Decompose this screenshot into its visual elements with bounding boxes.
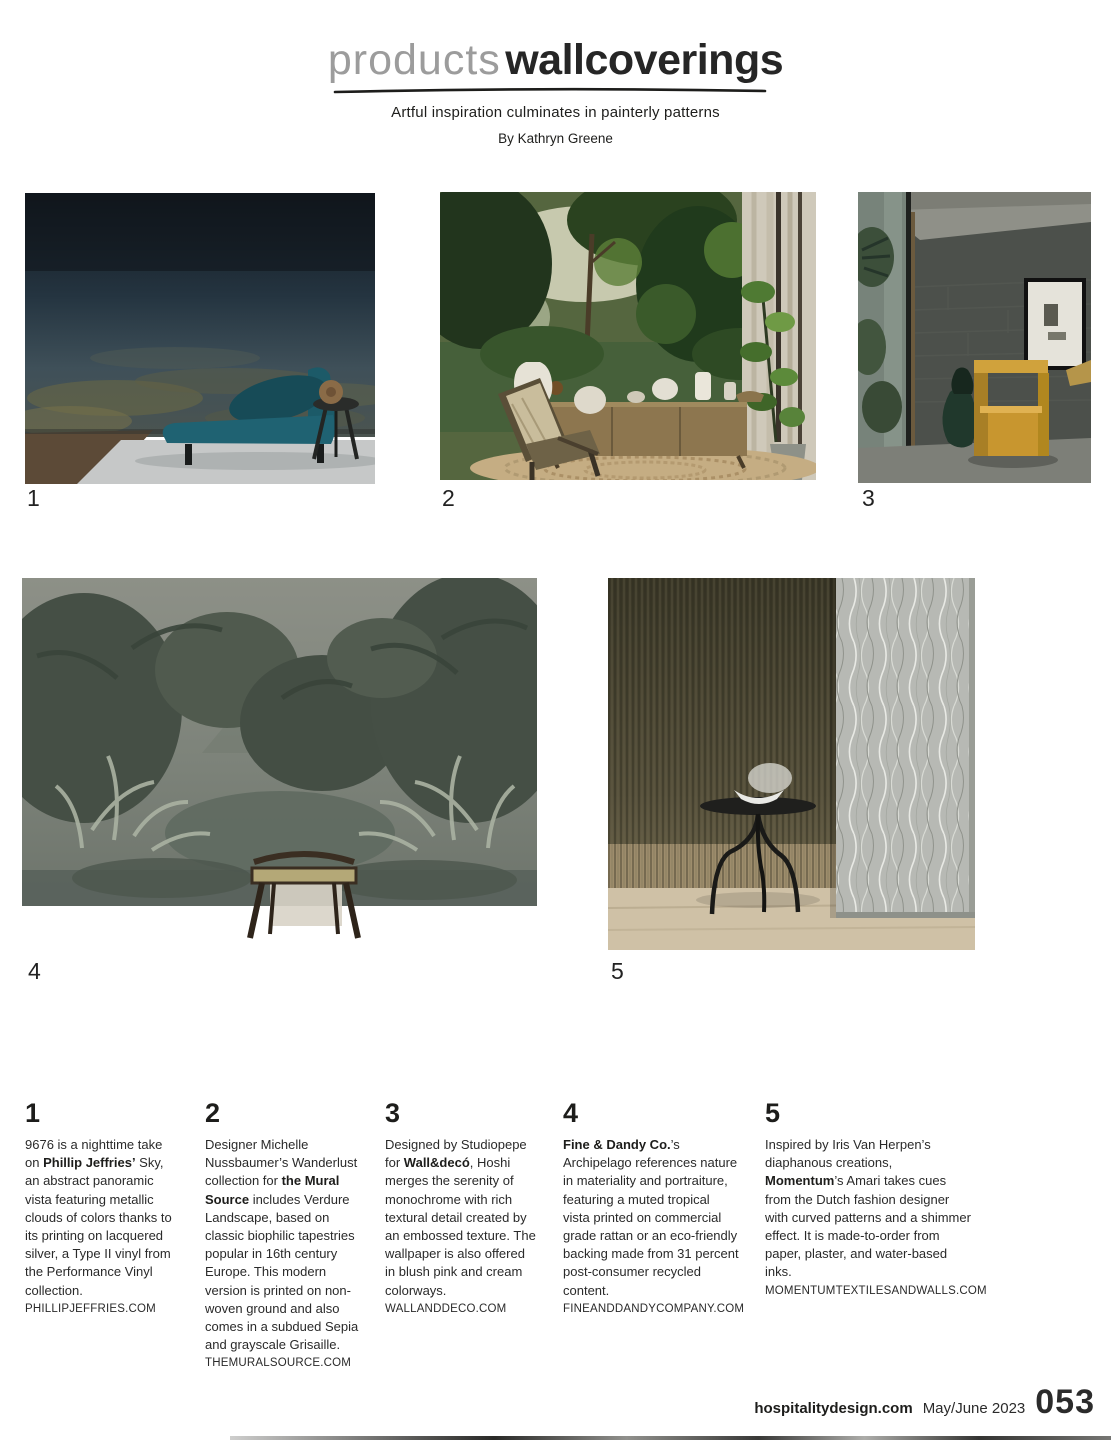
item-text: 9676 is a nighttime take on Phillip Jeffries’ Sky, an abstract panoramic vista featuring metallic clouds of colors thanks to its printing on lacquered silver, a Type II vinyl from the Performance Vinyl collection. <box>25 1137 172 1298</box>
item-url: WALLANDDECO.COM <box>385 1302 507 1315</box>
item-number: 2 <box>205 1098 221 1128</box>
night-sky-mural-scene <box>25 193 375 484</box>
item-text: Designer Michelle Nussbaumer’s Wanderlust collection for the Mural Source includes Verdure Landscape, based on classic biophilic tapestries popular in 16th century Europe. This modern version is printed on non-woven ground and also comes in a subdued Sepia and grayscale Grisaille. <box>205 1137 359 1353</box>
subtitle: Artful inspiration culminates in painterly patterns <box>391 104 720 121</box>
verdure-mural-scene <box>440 192 816 480</box>
product-photo-4 <box>22 578 537 940</box>
item-number: 5 <box>765 1098 781 1128</box>
page-title: wallcoverings <box>505 36 784 84</box>
tropical-mural-scene <box>22 578 537 940</box>
product-photo-1 <box>25 193 375 484</box>
figure-number-5: 5 <box>611 958 624 984</box>
footer-issue-date: May/June 2023 <box>922 1400 1026 1417</box>
footer <box>754 1383 1095 1421</box>
textured-panel <box>836 578 975 918</box>
product-photo-3 <box>858 192 1091 483</box>
byline: By Kathryn Greene <box>498 131 613 146</box>
item-url: FINEANDDANDYCOMPANY.COM <box>563 1302 745 1315</box>
item-column-2 <box>205 1100 368 1369</box>
title-underline <box>333 86 767 96</box>
item-column-1 <box>25 1100 175 1315</box>
item-number: 4 <box>563 1098 579 1128</box>
window-with-plants <box>858 192 915 483</box>
item-number: 3 <box>385 1098 401 1128</box>
item-text: Fine & Dandy Co.’s Archipelago references nature in materiality and portraiture, featuring a muted tropical vista printed on commercial grade rattan or an eco-friendly backing made from 31 percent post-consumer recycled content. <box>563 1137 739 1298</box>
framed-artwork <box>1024 278 1086 370</box>
item-column-4 <box>563 1098 745 1315</box>
item-column-3 <box>385 1100 537 1315</box>
figure-number-1: 1 <box>27 485 40 511</box>
figure-number-4: 4 <box>28 958 41 984</box>
item-text: Inspired by Iris Van Herpen’s diaphanous creations, Momentum’s Amari takes cues from the Dutch fashion designer with curved patterns and a shimmer effect. It is made-to-order from paper, plaster, and water-based inks. <box>765 1137 971 1280</box>
page-bottom-edge <box>230 1436 1111 1440</box>
item-column-5 <box>765 1098 987 1297</box>
masthead <box>0 36 1111 85</box>
footer-site-name: hospitalitydesign.com <box>754 1400 913 1417</box>
dark-wall-scene <box>858 192 1091 483</box>
item-url: MOMENTUMTEXTILESANDWALLS.COM <box>765 1284 987 1297</box>
blurred-object <box>748 763 792 793</box>
figure-number-3: 3 <box>862 485 875 511</box>
section-kicker: products <box>327 36 501 84</box>
figure-number-2: 2 <box>442 485 455 511</box>
amari-panel-scene <box>608 578 975 950</box>
footer-page-number: 053 <box>1035 1383 1095 1421</box>
product-photo-5 <box>608 578 975 950</box>
item-url: THEMURALSOURCE.COM <box>205 1357 352 1370</box>
item-number: 1 <box>25 1098 41 1128</box>
item-url: PHILLIPJEFFRIES.COM <box>25 1302 156 1315</box>
product-photo-2 <box>440 192 816 480</box>
item-text: Designed by Studiopepe for Wall&decó, Hoshi merges the serenity of monochrome with rich textural detail created by an embossed texture. The wallpaper is also offered in blush pink and cream colorways. <box>385 1137 536 1298</box>
curtain <box>742 192 816 480</box>
